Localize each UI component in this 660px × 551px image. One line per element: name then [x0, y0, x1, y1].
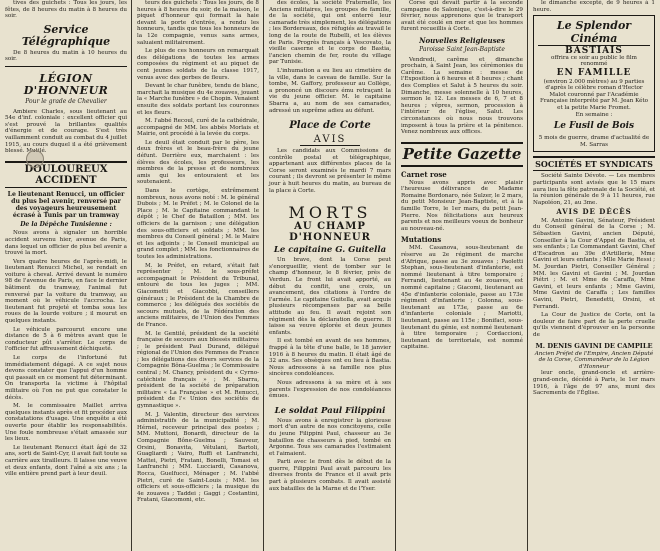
- column-rule: [131, 0, 132, 551]
- carnet-rose-text: Nous avons appris avec plaisir l'heureuse délivrance de Madame Romaine Bordonaro, née Sulzer, le 2 mars, du petit Monsieur Jean-Baptiste, et à la famille Torre, le 1er mars, du petit Jean-Pierre. Nos félicitations aux heureux parents et nos meilleurs voeux de bonheur au nouveau-né.: [401, 179, 523, 232]
- gavini-name: M. DENIS GAVINI DE CAMPILE: [535, 341, 653, 350]
- accident-paragraph: M. le commissaire Maillet arriva quelques instants après et fit procéder aux constatations d'usage. Une enquête a été ouverte pour établir les responsabilités. Une foule nombreuse s'était amassée sur les lieux.: [5, 403, 127, 443]
- legion-honneur-heading: LÉGION D'HONNEUR: [23, 71, 109, 97]
- deces-text: M. Antoine Gavini, Sénateur, Président du Conseil général de la Corse ; M. Sébastien Gavini, ancien Député, Conseiller à la Cour d'Appel de Bastia, et ses enfants ; Le Commandant Gavini, Chef d'Escadron au 39e d'Artillerie, Mme Gavini et leurs enfants ; Mlle Marie Ressi ; M. Jourdan Pietri, Conseiller Général ; MM. les Gavini et Gavini ; M. Jourdan Piétri ; M. et Mme de Caraffa, Mme Gavini, et leurs enfants ; Mme Gavini, Mme Gavini de Caraffa ; Les familles Gavini, Pietri, Benedetti, Orsini, et Ferrandi.: [533, 217, 655, 310]
- cinema-advertisement: [533, 15, 655, 152]
- gazette-top-text: le dimanche excepté, de 9 heures à 1 heure.: [533, 0, 655, 13]
- champ-honneur-heading: AU CHAMP D'HONNEUR: [289, 221, 371, 244]
- avis-heading: AVIS: [300, 134, 360, 146]
- cinema-city: BASTIAIS: [565, 46, 623, 57]
- gavini-titles: Ancien Préfet de l'Empire, Ancien Député de la Corse, Commandeur de la Légion d'Honneur: [534, 350, 654, 370]
- accident-paragraph: Le véhicule parcourut encore une distance de 5 à 6 mètres avant que le conducteur pût s'arrêter. Le corps de l'officier fut affreusement déchiqueté.: [5, 326, 127, 353]
- funeral-paragraph: Le deuil était conduit par le père, les deux frères et le beau-frère du jeune défunt. Derrière eux, marchaient : les élèves des écoles, les professeurs, les membres de la presse et de nombreux amis qui les entouraient et les soutenaient.: [137, 139, 259, 186]
- accident-paragraph: Nous avons à signaler un horrible accident survenu hier, avenue de Paris, dans lequel un officier de plus bel avenir a trouvé la mort.: [5, 230, 127, 257]
- capitaine-paragraph: Nous adressons à sa mère et à ses parents l'expression de nos condoléances émues.: [269, 379, 391, 400]
- deces-text: La Cour de Justice de Corte, ont la douleur de faire part de la perte cruelle qu'ils viennent d'éprouver en la personne de: [533, 312, 655, 338]
- funeral-paragraph: Le plus de ces honneurs on remarquait des délégations de toutes les armes composées du régiment et au piquet de cent jeunes soldats de la classe 1917, venus avec des gerbes de fleurs.: [137, 48, 259, 81]
- cinema-line: d'après le célèbre roman d'Hector Malot couronné par l'Académie Française interprété par M. Jean Kéto et la petite Marie Fromet.: [539, 85, 649, 111]
- funeral-paragraph: teurs des guichets : Tous les jours, de 8 heures à 8 heures du soir, de la maison, le piquet d'honneur qui formait la haie devant la porte d'entrée, a rendu les honneurs, tandis que tous les honneurs de la 12e compagnie, venus sans armes, saluaient militairement.: [137, 0, 259, 46]
- service-telegraphique-text: De 8 heures du matin à 10 heures du soir.: [5, 49, 127, 63]
- paper-stain-mark: [26, 150, 44, 168]
- soldat-paragraph: Parti avec le front dès le début de la guerre, Filippini Paul avait parcouru les diverses fronts de France et il avait pris part à plusieurs combats. Il avait assisté aux batailles de la Marne et de l'Yser.: [269, 459, 391, 492]
- legion-honneur-text: Ambiere Charles, sous lieutenant au 54e d'inf. coloniale : excellent officier qui s'est prouvé la brillantes qualités d'énergie et de courage. S'est très vaillamment conduit au combat du 4 juillet 1915, au cours duquel il a été grièvement blessé. Mutilé.: [5, 108, 127, 155]
- cinema-line: offrira ce soir au public le film renommé: [551, 54, 637, 68]
- column-rule: [527, 0, 528, 551]
- column-3: [264, 0, 396, 551]
- cinema-line: 5 mois de guerre, drame d'actualité de M. Sarras: [538, 135, 650, 148]
- column-1: [0, 0, 132, 551]
- accident-dateline: De la Dépêche Tunisienne :: [20, 220, 112, 228]
- soldat-heading: Le soldat Paul Filippini: [274, 405, 386, 416]
- funeral-continued-paragraph: L'inhumation a eu lieu au cimetière de la ville, dans le caveau de famille. Sur la tombe, M. Gaffory, professeur au Collège, a prononcé un discours ému retraçant la vie du jeune officier. M. le capitaine Sbarra a, au nom de ses camarades, adressé un suprême adieu au défunt.: [269, 67, 391, 114]
- column-rule: [263, 0, 264, 551]
- column-rule: [395, 0, 396, 551]
- cinema-line: En semaine :: [575, 111, 613, 118]
- nouvelles-religieuses-text: Vendredi, carême et dimanche prochain, à Saint Jean, les cérémonies du Carême. La semaine : messe de l'Exposition à 6 heures et 8 heures ; chant des Complies et Salut à 5 heures du soir. Dimanche, messe solennelle à 10 heures, sermon le 12. Les messes de 6, 7 et 8 heures ; vêpres, sermon, procession à l'intérieur de l'église, Salut. Les circonstances où nous nous trouvons imposent à tous la prière et la pénitence. Venez nombreux aux offices.: [401, 56, 523, 136]
- funeral-paragraph: M. J. Valentin, directeur des services administratifs de la municipalité ; M. Hérnel, receveur principal des postes ; MM. Muttoni, Bonardi, directeur de la Compagnie Bône-Guelma ; Sauveur, Orsini, Bonavita, Vétulani, Bartoli, Guagliardi ; Vairo, Ruffi et Lanfranchi, Mattei, Pietri, Fratani, Bonelli, Tomasi et Lanfranchi ; MM. Lucciardi, Casanova, Rocca, Guelfucci, Ménager ; M. l'abbé Pietri, curé de Saint-Louis ; MM. les officiers et sous-officiers ; la musique du 4e zouaves ; Taddei ; Gaggi ; Costantini, Fratani, Giacomoni, etc.: [137, 411, 259, 504]
- accident-paragraph: Le lieutenant Renucci était âgé de 32 ans, sorti de Saint-Cyr, il avait fait toute sa carrière aux tirailleurs. Il laisse une veuve et deux enfants, dont l'aîné a six ans ; la ville entière prend part à leur deuil.: [5, 444, 127, 478]
- accident-heading: DOULOUREUX ACCIDENT: [5, 161, 127, 188]
- avis-deces-heading: AVIS DE DÉCÈS: [556, 207, 632, 217]
- funeral-paragraph: M. l'abbé Recoul, curé de la cathédrale, accompagné de MM. les abbés Morlais et Mairie, ont procédé à la levée du corps.: [137, 118, 259, 138]
- column-petite-gazette: [396, 0, 528, 551]
- place-de-corte-heading: Place de Corte: [289, 120, 371, 132]
- funeral-paragraph: M. le Préfet, en retard, s'était fait représenter ; M. le sous-préfet accompagnait le Président du Tribunal, entouré de tous les juges ; MM. Giacometti et Giacobbi, conseillers généraux ; le Président de la Chambre de commerce ; les délégués des sociétés de secours mutuels, de la Fédération des anciens militaires, de l'Union des Femmes de France.: [137, 262, 259, 328]
- soldat-paragraph: Nous avons à enregistrer la glorieuse mort d'un autre de nos concitoyens, celle du jeune Filippini Paul, chasseur au 3e bataillon de chasseurs à pied, tombé en Argonne. Tous ses camarades l'estimaient et l'aimaient.: [269, 417, 391, 457]
- gazette-top-paragraph: Corse qui devait partir à la seconde campagne de Salonique, c'est-à-dire le 29 février, nous apprenons que le transport avait été coulé en mer et que les hommes furent recueillis à Corte.: [401, 0, 523, 33]
- divider: [5, 66, 127, 67]
- fusil-de-bois-title: Le Fusil de Bois: [553, 121, 635, 132]
- funeral-continued-paragraph: des écoles, la société Fraternelle, les Anciens militaires, les groupes de famille, de la société, qui ont enterré leur camarade très simplement, les délégations ; les Bordereaux, des réfugiés au travail le long de la route de Rubelli, et les élèves de Paris. Progrès français à Vescovato, la vieille caserne et le corps de Bastia, l'ancien chemin de fer, route du village par Tunisie.: [269, 0, 391, 66]
- cinema-title: Le Splendor Cinéma: [538, 19, 650, 46]
- nouvelles-religieuses-heading: Nouvelles Religieuses: [419, 35, 505, 45]
- accident-lead: Le lieutenant Renucci, un officier du plus bel avenir, renversé par des voyageurs heureusement écrasé à Tunis par un tramway: [7, 190, 125, 219]
- column-2: [132, 0, 264, 551]
- capitaine-paragraph: Il est tombé en avant de ses hommes, frappé à la tête d'une balle, le 18 janvier 1916 à 8 heures du matin. Il était âgé de 32 ans. Ses obsèques ont eu lieu à Bastia. Nous adressons à sa famille nos plus sincères condoléances.: [269, 338, 391, 378]
- societes-syndicats-heading: SOCIÉTÉS ET SYNDICATS: [533, 156, 655, 171]
- gavini-text: leur oncle, grand-oncle et arrière-grand-oncle, décédé à Paris, le 1er mars 1916, à l'âge de 97 ans, muni des Sacrements de l'Église.: [533, 370, 655, 397]
- mutations-heading: Mutations: [401, 235, 442, 245]
- mutations-text: MM. Casanova, sous-lieutenant de réserve au 2e régiment de marche d'Afrique, passe au 3e zouaves ; Paoletti Stephan, sous-lieutenant d'infanterie, est nommé lieutenant à titre temporaire ; Ferrandi, lieutenant au 4e zouaves, est nommé capitaine ; Giacomi, lieutenant au 45e d'infanterie coloniale, passe au 173e régiment d'infanterie ; Colonna, sous-lieutenant au 173e, passe au 6e d'infanterie coloniale ; Mariotti, lieutenant, passe au 115e ; Bonifaci, sous-lieutenant du génie, est nommé lieutenant à titre temporaire ; Cordaccioni, lieutenant de territoriale, est nommé capitaine.: [401, 245, 523, 351]
- avis-text: Les candidats aux Commissions de contrôle postal et télégraphique, appartenant aux différentes places de la Corse seront examinés le mardi 7 mars courant ; ils devront se présenter le même jour à huit heures du matin, au bureau de la place à Corte.: [269, 148, 391, 194]
- capitaine-paragraph: Un brave, dont la Corse peut s'enorgueillir, vient de tomber sur le champ d'honneur, le 8 février, près de Verdun. Le front lui avait apporté, au début du conflit, une croix, un avancement, des citations à l'ordre de l'armée. Le capitaine Guitella, avait acquis plusieurs récompenses par sa belle attitude au feu. Il avait rejoint son régiment dès la déclaration de guerre. Il laisse sa veuve éplorée et deux jeunes enfants.: [269, 257, 391, 336]
- morts-heading: MORTS: [288, 203, 372, 223]
- accident-paragraph: Vers quatre heures de l'après-midi, le lieutenant Renucci Michel, se rendait en voiture à cheval. Arrivé devant le numéro 98 de l'avenue de Paris, en face le dernier bâtiment du tramway, l'animal fut renversé par la voiture du tramway, au moment où le véhicule l'accrocha. Le lieutenant fut projeté et tomba sous les roues de la lourde voiture ; il mourut en quelques instants.: [5, 258, 127, 325]
- column-4: [528, 0, 660, 551]
- funeral-paragraph: M. le Gentilé, président de la société française de secours aux blessés militaires ; le président Paul Durand, délégué régional de l'Union des Femmes de France ; les délégations des divers services de la Compagnie Bôna-Guelma ; le Commissaire central ; M. Chancy, président du « Cyrno-catéchiste français » ; M. Sbarra, président de la société de préparation militaire « La Française » et M. Renucci, président de l'« Union des sociétés de gymnastique ».: [137, 330, 259, 410]
- postal-hours-text: tives des guichets : Tous les jours, les fêtes, de 8 heures du matin à 8 heures du soir.: [5, 0, 127, 20]
- film-title: EN FAMILLE: [556, 67, 632, 78]
- legion-honneur-subheading: Pour le grade de Chevalier: [25, 97, 107, 105]
- service-telegraphique-heading: Service Télégraphique: [21, 22, 111, 48]
- cinema-line: (environ 2.000 mètres) au 9 parties: [543, 78, 645, 85]
- carnet-rose-heading: Carnet rose: [401, 169, 447, 179]
- paroisse-subheading: Paroisse Saint Jean-Baptiste: [419, 45, 505, 53]
- funeral-paragraph: Devant le char funèbre, tendu de blanc, marchait la musique du 4e zouaves, jouant la « Marche funèbre » de Chopin. Venaient ensuite des soldats portant les couronnes et les fleurs.: [137, 83, 259, 116]
- petite-gazette-heading: Petite Gazette: [401, 142, 523, 167]
- capitaine-heading: Le capitaine G. Guitella: [273, 245, 387, 256]
- accident-paragraph: Le corps de l'infortuné fut immédiatement dégagé. A ce sujet nous devons constater que l'appui d'un homme qui passait en ce moment fut déterminant. On transporta la victime à l'hôpital militaire où l'on ne put que constater le décès.: [5, 355, 127, 401]
- funeral-paragraph: Dans le cortège, extrêmement nombreux, nous avons noté : M. le général Dubois ; M. le Préfet ; M. le Colonel de la Place ; M. le Capitaine commandant le dépôt ; le Chef de Bataillon ; MM. les officiers de la garnison ; une délégation des sous-officiers et soldats ; MM. les membres du Conseil général ; M. le Maire et les adjoints ; le Conseil municipal au grand complet ; MM. les fonctionnaires de toutes les administrations.: [137, 188, 259, 260]
- societes-text: Société Sainte Dévote. — Les membres participants sont avisés que le 15 mars aura lieu la fête patronale de la Société, et la réunion générale de 9 à 11 heures, rue Napoléon, 21, au 3me.: [533, 173, 655, 206]
